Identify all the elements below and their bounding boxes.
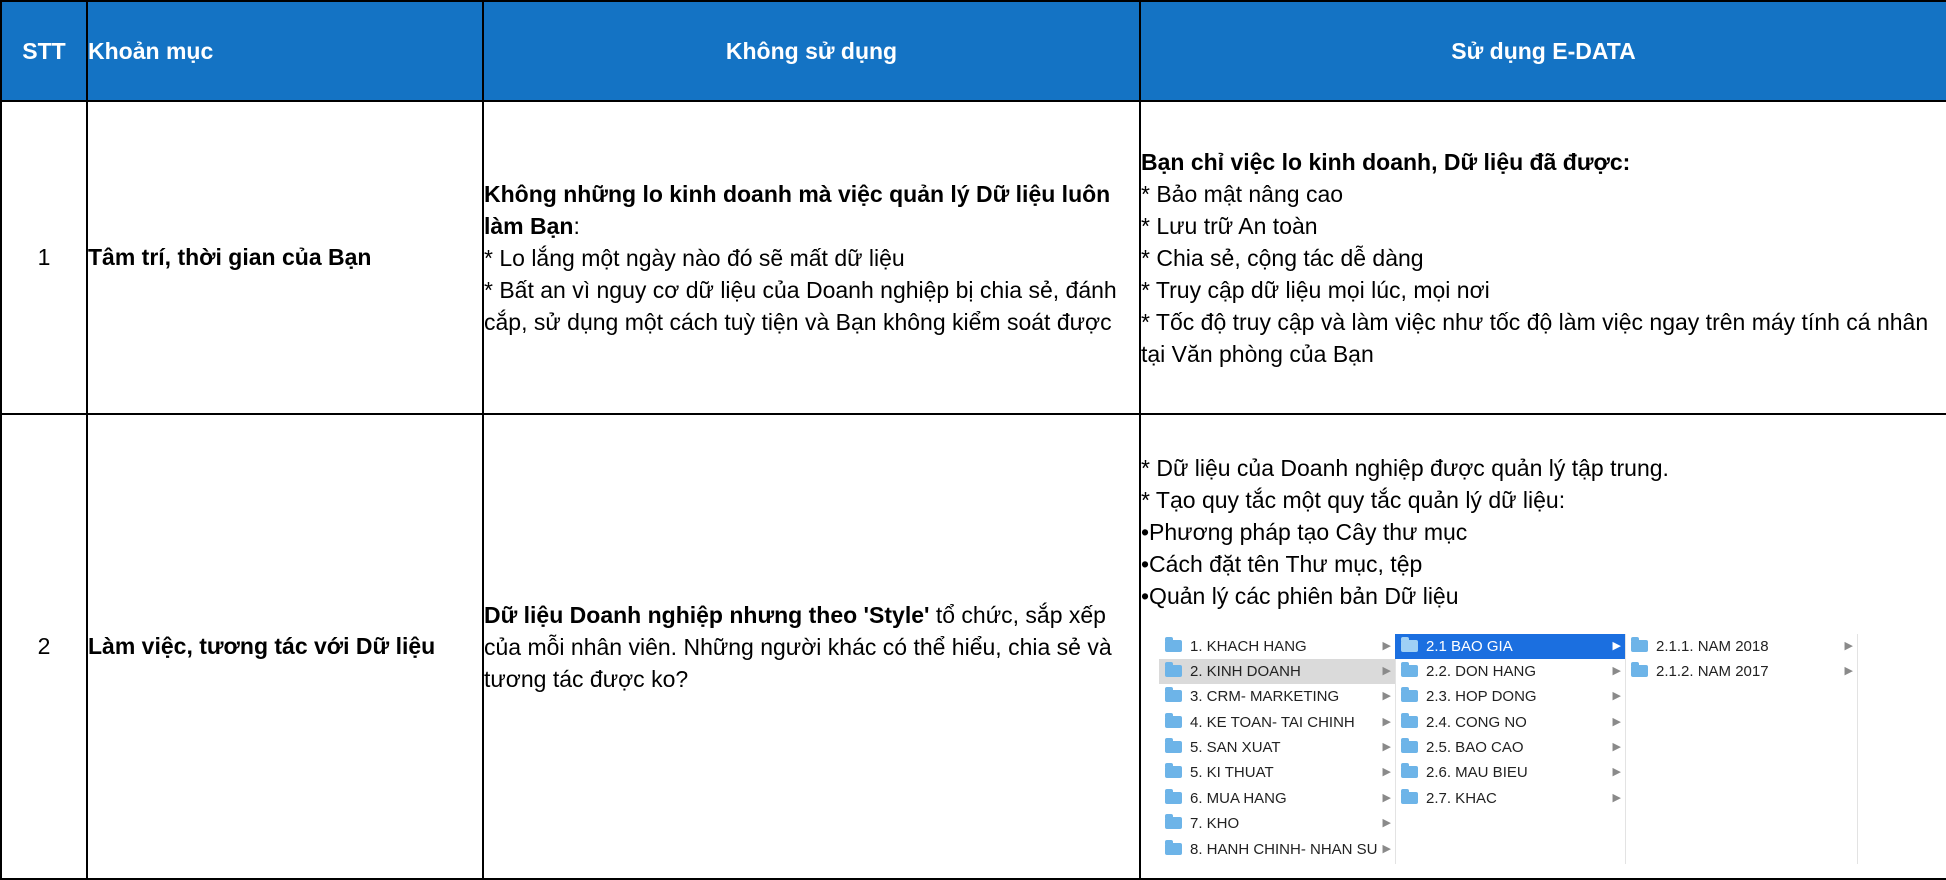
- folder-item[interactable]: [1625, 659, 1857, 684]
- bold-intro: Dữ liệu Doanh nghiệp nhưng theo 'Style': [484, 601, 930, 628]
- header-row: [1, 1, 1946, 101]
- bullet-line: •Phương pháp tạo Cây thư mục: [1141, 518, 1468, 545]
- row-title: Làm việc, tương tác với Dữ liệu: [87, 414, 483, 879]
- folder-icon: [1165, 741, 1182, 753]
- chevron-right-icon: ▶: [1612, 715, 1621, 728]
- folder-browser: [1159, 634, 1863, 864]
- folder-icon: [1401, 690, 1418, 702]
- chevron-right-icon: ▶: [1382, 766, 1391, 779]
- folder-column-3: [1625, 634, 1857, 864]
- chevron-right-icon: ▶: [1844, 664, 1853, 677]
- header-su-dung: Sử dụng E-DATA: [1140, 1, 1946, 101]
- folder-item[interactable]: [1395, 710, 1625, 735]
- bullet-line: * Truy cập dữ liệu mọi lúc, mọi nơi: [1141, 276, 1490, 303]
- colon: :: [573, 212, 580, 239]
- chevron-right-icon: ▶: [1382, 639, 1391, 652]
- chevron-right-icon: ▶: [1382, 842, 1391, 855]
- folder-label: 7. KHO: [1190, 815, 1240, 833]
- bullet-line: •Quản lý các phiên bản Dữ liệu: [1141, 582, 1459, 609]
- folder-item[interactable]: [1395, 735, 1625, 760]
- bullet-line: * Tốc độ truy cập và làm việc như tốc độ làm việc ngay trên máy tính cá nhân tại Văn phòng của Bạn: [1141, 308, 1929, 367]
- folder-icon: [1401, 792, 1418, 804]
- folder-item[interactable]: [1159, 811, 1395, 836]
- folder-label: 2.5. BAO CAO: [1426, 739, 1524, 757]
- row-number: 1: [1, 101, 87, 414]
- folder-item[interactable]: [1395, 760, 1625, 785]
- folder-label: 5. SAN XUAT: [1190, 739, 1281, 757]
- folder-item[interactable]: [1159, 786, 1395, 811]
- folder-label: 2.1 BAO GIA: [1426, 637, 1513, 655]
- folder-label: 5. KI THUAT: [1190, 764, 1274, 782]
- folder-label: 3. CRM- MARKETING: [1190, 688, 1340, 706]
- folder-label: 2.4. CONG NO: [1426, 713, 1527, 731]
- folder-icon: [1165, 766, 1182, 778]
- bullet-line: * Bảo mật nâng cao: [1141, 180, 1344, 207]
- folder-item[interactable]: [1395, 659, 1625, 684]
- folder-label: 8. HANH CHINH- NHAN SU: [1190, 840, 1378, 858]
- folder-icon: [1165, 690, 1182, 702]
- folder-item[interactable]: [1159, 684, 1395, 709]
- chevron-right-icon: ▶: [1382, 664, 1391, 677]
- folder-icon: [1631, 665, 1648, 677]
- folder-item-selected[interactable]: [1395, 634, 1625, 659]
- bullet-line: * Lo lắng một ngày nào đó sẽ mất dữ liệu: [484, 244, 905, 271]
- table-row: [1, 101, 1946, 414]
- folder-label: 2.1.2. NAM 2017: [1656, 662, 1769, 680]
- folder-icon: [1401, 716, 1418, 728]
- with-edata-cell: [1140, 414, 1946, 879]
- folder-item[interactable]: [1395, 786, 1625, 811]
- folder-label: 2.6. MAU BIEU: [1426, 764, 1528, 782]
- header-khoan-muc: Khoản mục: [87, 1, 483, 101]
- table-row: [1, 414, 1946, 879]
- bullet-line: * Bất an vì nguy cơ dữ liệu của Doanh nghiệp bị chia sẻ, đánh cắp, sử dụng một cách tuỳ tiện và Bạn không kiểm soát được: [484, 276, 1117, 335]
- folder-item-selected[interactable]: [1159, 659, 1395, 684]
- folder-icon: [1165, 665, 1182, 677]
- folder-column-2: [1395, 634, 1625, 864]
- folder-label: 2.2. DON HANG: [1426, 662, 1537, 680]
- folder-icon: [1165, 792, 1182, 804]
- folder-icon: [1401, 741, 1418, 753]
- folder-icon: [1165, 843, 1182, 855]
- chevron-right-icon: ▶: [1844, 639, 1853, 652]
- row-number: 2: [1, 414, 87, 879]
- without-edata-cell: [483, 414, 1140, 879]
- folder-label: 2.7. KHAC: [1426, 789, 1497, 807]
- chevron-right-icon: ▶: [1382, 715, 1391, 728]
- folder-icon: [1401, 640, 1418, 652]
- bold-intro: Không những lo kinh doanh mà việc quản lý Dữ liệu luôn làm Bạn: [484, 180, 1111, 239]
- bullet-line: * Chia sẻ, cộng tác dễ dàng: [1141, 244, 1424, 271]
- folder-icon: [1165, 716, 1182, 728]
- folder-icon: [1165, 817, 1182, 829]
- chevron-right-icon: ▶: [1612, 791, 1621, 804]
- chevron-right-icon: ▶: [1612, 690, 1621, 703]
- folder-icon: [1165, 640, 1182, 652]
- body-text: tổ chức, sắp xếp của mỗi nhân viên. Những người khác có thể hiểu, chia sẻ và tương tác được ko?: [484, 601, 1112, 692]
- folder-label: 2.3. HOP DONG: [1426, 688, 1537, 706]
- folder-icon: [1631, 640, 1648, 652]
- chevron-right-icon: ▶: [1382, 817, 1391, 830]
- bullet-line: •Cách đặt tên Thư mục, tệp: [1141, 550, 1423, 577]
- folder-icon: [1401, 766, 1418, 778]
- folder-label: 1. KHACH HANG: [1190, 637, 1307, 655]
- header-stt: STT: [1, 1, 87, 101]
- without-edata-cell: [483, 101, 1140, 414]
- folder-column-1: [1159, 634, 1395, 864]
- folder-item[interactable]: [1625, 634, 1857, 659]
- bullet-line: * Lưu trữ An toàn: [1141, 212, 1318, 239]
- chevron-right-icon: ▶: [1612, 639, 1621, 652]
- folder-label: 6. MUA HANG: [1190, 789, 1287, 807]
- folder-item[interactable]: [1395, 684, 1625, 709]
- folder-item[interactable]: [1159, 837, 1395, 862]
- bullet-line: * Dữ liệu của Doanh nghiệp được quản lý tập trung.: [1141, 454, 1669, 481]
- chevron-right-icon: ▶: [1382, 690, 1391, 703]
- folder-item[interactable]: [1159, 634, 1395, 659]
- folder-label: 4. KE TOAN- TAI CHINH: [1190, 713, 1355, 731]
- chevron-right-icon: ▶: [1382, 791, 1391, 804]
- chevron-right-icon: ▶: [1382, 741, 1391, 754]
- folder-item[interactable]: [1159, 760, 1395, 785]
- folder-icon: [1401, 665, 1418, 677]
- chevron-right-icon: ▶: [1612, 741, 1621, 754]
- with-edata-cell: [1140, 101, 1946, 414]
- chevron-right-icon: ▶: [1612, 766, 1621, 779]
- folder-item[interactable]: [1159, 710, 1395, 735]
- folder-label: 2.1.1. NAM 2018: [1656, 637, 1769, 655]
- header-khong-su-dung: Không sử dụng: [483, 1, 1140, 101]
- folder-label: 2. KINH DOANH: [1190, 662, 1301, 680]
- folder-item[interactable]: [1159, 735, 1395, 760]
- column-divider[interactable]: [1857, 634, 1858, 864]
- row-title: Tâm trí, thời gian của Bạn: [87, 101, 483, 414]
- chevron-right-icon: ▶: [1612, 664, 1621, 677]
- bullet-line: * Tạo quy tắc một quy tắc quản lý dữ liệu:: [1141, 486, 1566, 513]
- bold-intro: Bạn chỉ việc lo kinh doanh, Dữ liệu đã được:: [1141, 148, 1631, 175]
